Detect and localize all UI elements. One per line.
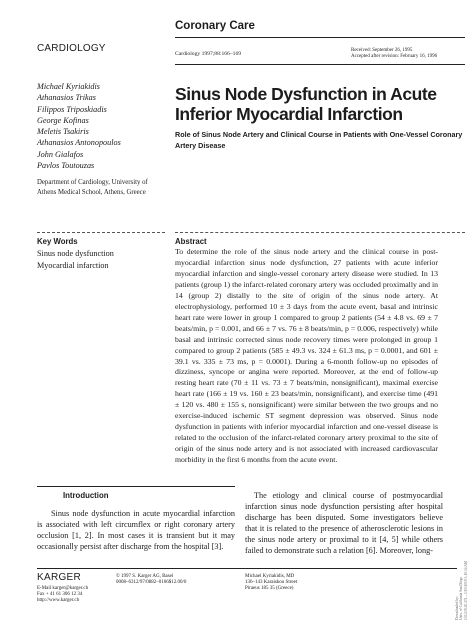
correspondence-address: [245, 574, 297, 592]
copyright-line: © 1997 S. Karger AG, Basel: [116, 574, 174, 579]
download-stamp-line: 130.239.20.174 – 1/19/2019 3:10:34 AM: [463, 561, 468, 620]
download-stamp-line: Downloaded by:: [455, 596, 459, 620]
author-list: [37, 81, 121, 171]
introduction-rule: [37, 486, 235, 487]
introduction-text-right: The etiology and clinical course of postmyocardial infarction sinus node dysfunction persisting after hospital discharge has been disputed. Some investigators believe that it is related to the presence of atherosclerotic lesions in the sinus node artery or proximal to it [4, 5] while others failed to demonstrate such a relation [6]. Moreover, long-: [245, 491, 443, 556]
citation-rule: [175, 64, 465, 65]
publisher-logo: KARGER: [37, 572, 82, 583]
download-stamp-line: Univ. of California San Diego: [459, 576, 464, 620]
publisher-email: E-Mail karger@karger.ch: [37, 586, 89, 591]
publisher-website: http://www.karger.ch: [37, 598, 80, 603]
correspondence-street: 136–143 Karaiskou Street: [245, 580, 298, 585]
author: Athanasios Antonopoulos: [37, 138, 121, 148]
keywords-heading: Key Words: [37, 237, 78, 246]
received-dates: [351, 48, 437, 60]
article-title: Sinus Node Dysfunction in Acute Inferior Myocardial Infarction: [175, 84, 437, 124]
author: Meletis Tsakiris: [37, 127, 89, 137]
keyword-list: [37, 248, 114, 271]
author: George Kofinas: [37, 115, 89, 125]
author: Filippos Triposkiadis: [37, 104, 107, 114]
keyword: Myocardial infarction: [37, 260, 109, 270]
abstract-body: To determine the role of the sinus node artery and the clinical course in post-myocardial infarction sinus node dysfunction, 27 patients with acute inferior myocardial infarction and single-vessel coronary artery disease were studied. In 13 patients (group 1) the infarct-related coronary artery was occluded proximally and in 14 (group 2) distally to the site of origin of the sinus node artery. At electrophysiology, performed 10 ± 3 days from the acute event, basal and intrinsic heart rate were lower in group 1 compared to group 2 patients (54 ± 4.8 vs. 69 ± 7 beats/min, p = 0.001, and 66 ± 7 vs. 76 ± 8 beats/min, p = 0.006, respectively) while basal and intrinsic corrected sinus node recovery times were prolonged in group 1 compared to group 2 patients (585 ± 49.3 vs. 324 ± 61.3 ms, p = 0.0001, and 601 ± 39.1 vs. 335 ± 73 ms, p = 0.0001). During a 6-month follow-up no episodes of dizziness, syncope or angina were reported. Moreover, at the end of follow-up resting heart rate (70 ± 11 vs. 73 ± 7 beats/min, nonsignificant), maximal exercise heart rate (166 ± 19 vs. 160 ± 23 beats/min, nonsignificant), and exercise time (491 ± 120 vs. 480 ± 155 s, nonsignificant) were similar between the two groups and no exercise-induced ischemic ST segment depression was observed. Sinus node dysfunction in patients with inferior myocardial infarction and one-vessel disease is related to the occlusion of the infarct-related coronary artery proximal to the site of origin of the sinus node artery and is not associated with increased cardiovascular morbidity in the first 6 months from the acute event.: [175, 247, 438, 465]
introduction-heading: Introduction: [63, 491, 109, 500]
publisher-contact: [37, 586, 88, 604]
author: Michael Kyriakidis: [37, 82, 100, 91]
introduction-text-left: Sinus node dysfunction in acute myocardial infarction is associated with left circumflex or right coronary artery occlusion [1, 2]. In most cases it is transient but it may occasionally persist after discharge from the hospital [3].: [37, 509, 235, 552]
author: John Gialafos: [37, 149, 84, 159]
citation: Cardiology 1997;88:166–169: [175, 51, 242, 57]
publisher-fax: Fax + 41 61 306 12 34: [37, 592, 83, 597]
accepted-date: Accepted after revision: February 16, 1996: [351, 54, 438, 60]
abstract-rule: [175, 232, 465, 233]
received-date: Received: September 26, 1995: [351, 48, 413, 53]
author: Pavlos Toutouzas: [37, 161, 95, 171]
affiliation: Department of Cardiology, University of Athens Medical School, Athens, Greece: [37, 179, 148, 196]
keywords-rule: [37, 232, 165, 233]
footer-rule: [37, 568, 457, 569]
download-stamp: [455, 561, 468, 620]
author: Athanasios Trikas: [37, 93, 96, 103]
article-subtitle: Role of Sinus Node Artery and Clinical Course in Patients with One-Vessel Coronary Artery Disease: [175, 130, 463, 150]
abstract-heading: Abstract: [175, 237, 207, 246]
correspondence-name: Michael Kyriakidis, MD: [245, 574, 295, 579]
section-label: Coronary Care: [175, 20, 255, 32]
journal-logo: CARDIOLOGY: [37, 43, 106, 54]
header-rule: [175, 37, 465, 38]
doi-line: 0008–6312/97/0882–0166$12.00/0: [116, 580, 187, 585]
copyright: [116, 574, 186, 586]
correspondence-city: Piraeus 185 35 (Greece): [245, 586, 294, 591]
keyword: Sinus node dysfunction: [37, 249, 114, 258]
